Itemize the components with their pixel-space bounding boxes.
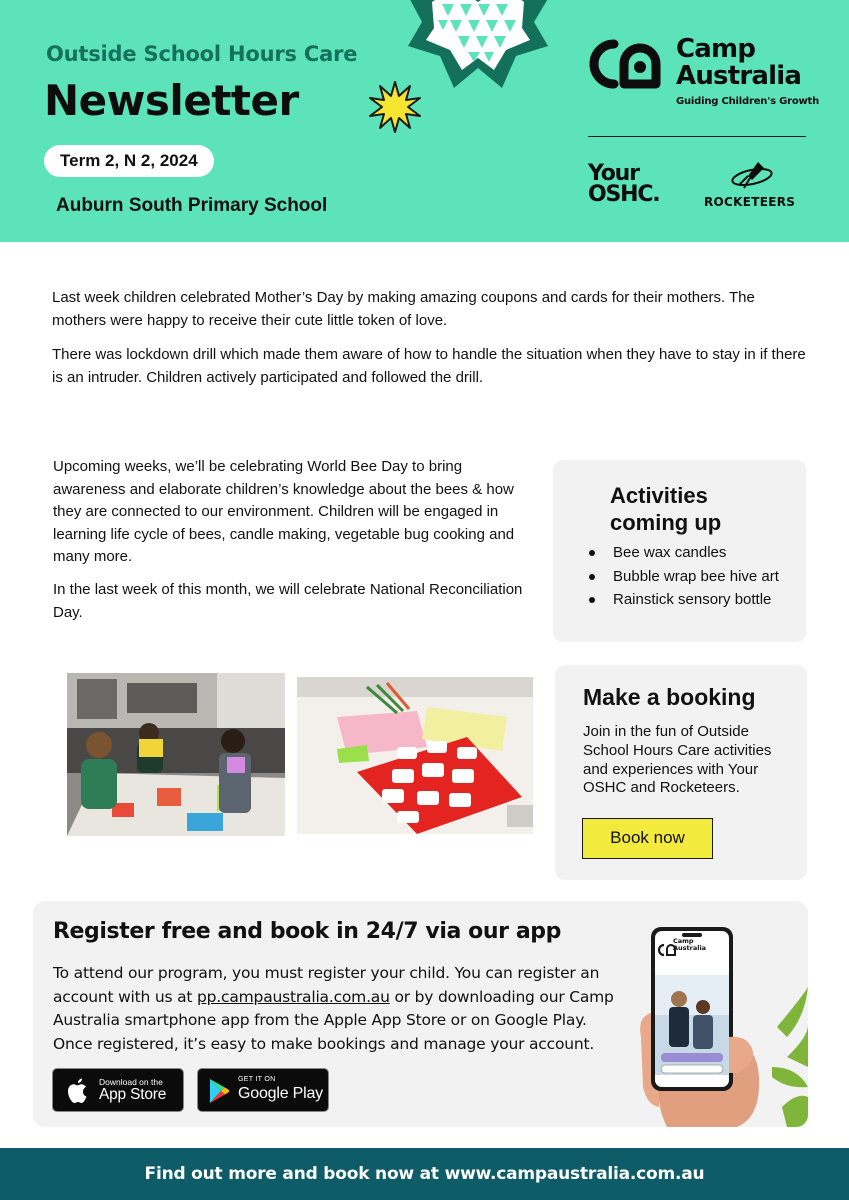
camp-australia-tagline: Guiding Children's Growth — [676, 96, 820, 107]
booking-description: Join in the fun of Outside School Hours Care activities and experiences with Your OSHC and Rocketeers. — [583, 723, 772, 797]
your-oshc-line2: OSHC. — [588, 182, 660, 207]
starburst-icon — [368, 80, 422, 134]
phone-in-hand-illustration — [637, 917, 808, 1127]
list-item — [589, 541, 779, 565]
camp-australia-logo-icon — [584, 34, 674, 94]
triangle-pattern-badge-icon — [398, 0, 558, 92]
camp-australia-wordmark — [676, 36, 801, 90]
google-play-icon — [208, 1078, 230, 1104]
photo-children-crafting — [67, 673, 285, 836]
footer-banner — [0, 1148, 849, 1200]
activity-label: Bee wax candles — [613, 544, 727, 561]
apple-icon — [65, 1077, 91, 1105]
activity-label: Bubble wrap bee hive art — [613, 567, 779, 585]
rocket-icon — [728, 160, 776, 190]
activities-card — [553, 460, 806, 642]
list-item — [589, 588, 779, 612]
activities-list — [589, 541, 779, 612]
booking-title: Make a booking — [583, 684, 756, 710]
register-card — [33, 901, 808, 1127]
header-kicker: Outside School Hours Care — [46, 42, 358, 66]
google-play-button[interactable] — [197, 1068, 329, 1112]
list-item — [589, 565, 779, 589]
school-name: Auburn South Primary School — [56, 195, 328, 216]
app-store-small-label: Download on the — [99, 1077, 163, 1087]
google-play-label: Google Play — [238, 1085, 323, 1102]
bullet-icon — [589, 574, 595, 580]
booking-card — [555, 665, 807, 880]
book-now-button[interactable]: Book now — [582, 818, 713, 859]
register-text-part: or by downloading our Camp Australia smartphone app from the Apple App Store or on Google Play. Once registered, it’s easy to make bookings and manage your account. — [53, 987, 614, 1053]
camp-australia-wordmark-line1: Camp — [676, 34, 756, 64]
term-badge: Term 2, N 2, 2024 — [44, 145, 214, 177]
register-description — [53, 962, 628, 1056]
intro-paragraph-lockdown: There was lockdown drill which made them aware of how to handle the situation when they have to stay in if there is an intruder. Children actively participated and followed the drill. — [52, 346, 806, 386]
google-play-small-label: GET IT ON — [238, 1076, 276, 1083]
upcoming-paragraph-reconciliation: In the last week of this month, we will celebrate National Reconciliation Day. — [53, 581, 523, 621]
rocketeers-wordmark: ROCKETEERS — [704, 195, 796, 209]
portal-link[interactable]: pp.campaustralia.com.au — [197, 987, 390, 1006]
app-store-label: App Store — [99, 1086, 167, 1103]
activity-label: Rainstick sensory bottle — [613, 591, 772, 608]
intro-paragraph-mothers-day: Last week children celebrated Mother’s Day by making amazing coupons and cards for their mothers. The mothers were happy to receive their cute little token of love. — [52, 289, 755, 329]
phone-logo-line1: Camp — [673, 937, 694, 945]
page-title: Newsletter — [44, 76, 299, 125]
bullet-icon — [589, 597, 595, 603]
your-oshc-logo — [588, 163, 659, 205]
register-text-part: To attend our program, you must register your child. You can register an account with us at — [53, 964, 600, 1006]
phone-app-logo-text — [673, 938, 706, 952]
newsletter-header — [0, 0, 849, 242]
register-title: Register free and book in 24/7 via our app — [53, 919, 561, 944]
photo-mothers-day-coupons — [297, 677, 533, 834]
phone-logo-line2: Australia — [673, 944, 707, 952]
app-store-button[interactable] — [52, 1068, 184, 1112]
your-oshc-line1: Your — [588, 161, 639, 186]
activities-title: Activities coming up — [610, 483, 722, 535]
upcoming-paragraph-bee-day: Upcoming weeks, we’ll be celebrating World Bee Day to bring awareness and elaborate children’s knowledge about the bees & how they are connected to our environment. Children will be engaged in learning life cycle of bees, candle making, vegetable bug cooking and many more. — [53, 458, 515, 565]
camp-australia-wordmark-line2: Australia — [676, 61, 802, 91]
header-divider — [588, 136, 806, 137]
footer-cta-text[interactable]: Find out more and book now at www.campaustralia.com.au — [144, 1164, 705, 1184]
bullet-icon — [589, 550, 595, 556]
